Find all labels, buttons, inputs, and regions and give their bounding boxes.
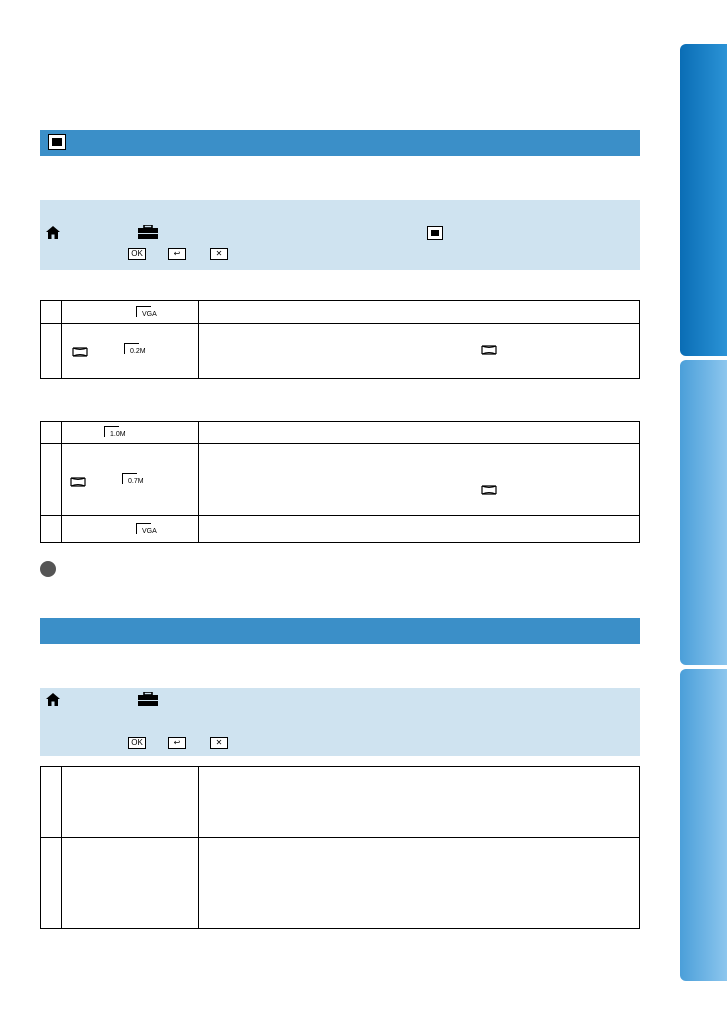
row-description	[199, 767, 640, 838]
row-number	[41, 324, 62, 379]
image-size-label: 1.0M	[110, 431, 126, 438]
screen-icon	[48, 134, 66, 150]
row-number	[41, 838, 62, 929]
ok-button-icon[interactable]: OK	[128, 737, 146, 749]
row-option	[62, 767, 199, 838]
table-row[interactable]	[41, 422, 640, 444]
row-number	[41, 516, 62, 543]
ok-button-icon[interactable]: OK	[128, 248, 146, 260]
settings-table	[40, 766, 640, 929]
note-icon	[40, 561, 56, 577]
row-number	[41, 422, 62, 444]
return-button-icon[interactable]: ↩	[168, 248, 186, 260]
table-row[interactable]	[41, 516, 640, 543]
row-description	[199, 422, 640, 444]
table-row[interactable]	[41, 301, 640, 324]
close-button-icon[interactable]: ✕	[210, 737, 228, 749]
row-number	[41, 444, 62, 516]
row-option	[62, 516, 199, 543]
screen-icon[interactable]	[427, 226, 443, 240]
home-icon[interactable]	[46, 226, 60, 239]
row-option	[62, 444, 199, 516]
wide-icon	[70, 476, 86, 490]
side-tab-2[interactable]	[680, 360, 727, 665]
row-option	[62, 301, 199, 324]
row-number	[41, 301, 62, 324]
table-row[interactable]	[41, 444, 640, 516]
row-description	[199, 301, 640, 324]
side-tab-3[interactable]	[680, 669, 727, 981]
wide-icon	[481, 484, 497, 498]
home-icon[interactable]	[46, 693, 60, 706]
row-number	[41, 767, 62, 838]
image-size-label: VGA	[142, 528, 157, 535]
row-description	[199, 516, 640, 543]
close-button-icon[interactable]: ✕	[210, 248, 228, 260]
settings-table	[40, 421, 640, 543]
table-row[interactable]	[41, 767, 640, 838]
side-tab-1[interactable]	[680, 44, 727, 356]
wide-icon	[481, 344, 497, 358]
instruction-box	[40, 200, 640, 270]
settings-table	[40, 300, 640, 379]
toolbox-icon[interactable]	[138, 692, 158, 706]
row-option	[62, 838, 199, 929]
table-row[interactable]	[41, 838, 640, 929]
image-size-label: VGA	[142, 311, 157, 318]
image-size-label: 0.7M	[128, 478, 144, 485]
row-option	[62, 324, 199, 379]
section-header-bar	[40, 618, 640, 644]
row-description	[199, 838, 640, 929]
row-description	[199, 324, 640, 379]
return-button-icon[interactable]: ↩	[168, 737, 186, 749]
row-description	[199, 444, 640, 516]
row-option	[62, 422, 199, 444]
instruction-box	[40, 688, 640, 756]
wide-icon	[72, 346, 88, 360]
image-size-label: 0.2M	[130, 348, 146, 355]
toolbox-icon[interactable]	[138, 225, 158, 239]
table-row[interactable]	[41, 324, 640, 379]
section-header-bar	[40, 130, 640, 156]
